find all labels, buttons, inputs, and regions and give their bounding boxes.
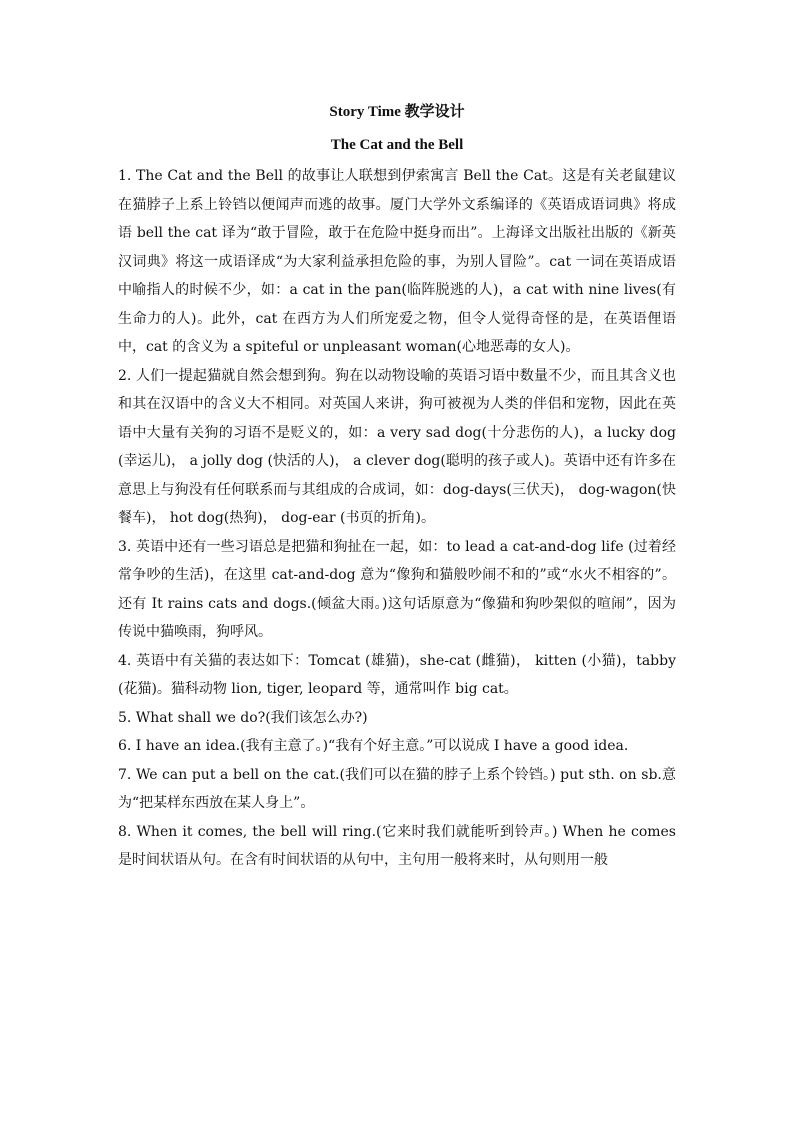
document-body [118,162,676,875]
document-subtitle: The Cat and the Bell [330,137,464,153]
paragraph-3: 3. 英语中还有一些习语总是把猫和狗扯在一起，如：to lead a cat-and-dog life (过着经常争吵的生活)，在这里 cat-and-dog 意为“像狗和猫般吵闹不和的”或“水火不相容的”。还有 It rains cats and dogs.(倾盆大雨。)这句话原意为“像猫和狗吵架似的喧闹”，因为传说中猫唤雨，狗呼风。 [118,538,676,640]
paragraph-1: 1. The Cat and the Bell 的故事让人联想到伊索寓言 Bell the Cat。这是有关老鼠建议在猫脖子上系上铃铛以便闻声而逃的故事。厦门大学外文系编译的《英语成语词典》将成语 bell the cat 译为“敢于冒险，敢于在危险中挺身而出”。上海译文出版社出版的《新英汉词典》将这一成语译成“为大家利益承担危险的事，为别人冒险”。cat 一词在英语成语中喻指人的时候不少，如：a cat in the pan(临阵脱逃的人)，a cat with nine lives(有生命力的人)。此外，cat 在西方为人们所宠爱之物，但令人觉得奇怪的是，在英语俚语中，cat 的含义为 a spiteful or unpleasant woman(心地恶毒的女人)。 [118,168,676,355]
paragraph-5: 5. What shall we do?(我们该怎么办?) [118,709,368,726]
paragraph-4: 4. 英语中有关猫的表达如下：Tomcat (雄猫)，she-cat (雌猫)， kitten (小猫)，tabby (花猫)。猫科动物 lion, tiger, leopard 等，通常叫作 big cat。 [118,652,676,697]
paragraph-7: 7. We can put a bell on the cat.(我们可以在猫的脖子上系个铃铛。) put sth. on sb.意为“把某样东西放在某人身上”。 [118,766,676,811]
document-title: Story Time 教学设计 [329,104,465,120]
paragraph-6: 6. I have an idea.(我有主意了。)“我有个好主意。”可以说成 I have a good idea. [118,738,629,754]
paragraph-2: 2. 人们一提起猫就自然会想到狗。狗在以动物设喻的英语习语中数量不少，而且其含义也和其在汉语中的含义大不相同。对英国人来讲，狗可被视为人类的伴侣和宠物，因此在英语中大量有关狗的习语不是贬义的，如：a very sad dog(十分悲伤的人)，a lucky dog (幸运儿)， a jolly dog (快活的人)， a clever dog(聪明的孩子或人)。英语中还有许多在意思上与狗没有任何联系而与其组成的合成词，如：dog-days(三伏天)， dog-wagon(快餐车)， hot dog(热狗)， dog-ear (书页的折角)。 [118,367,676,526]
paragraph-8: 8. When it comes, the bell will ring.(它来时我们就能听到铃声。) When he comes 是时间状语从句。在含有时间状语的从句中，主句用一般将来时，从句则用一般 [118,823,676,868]
